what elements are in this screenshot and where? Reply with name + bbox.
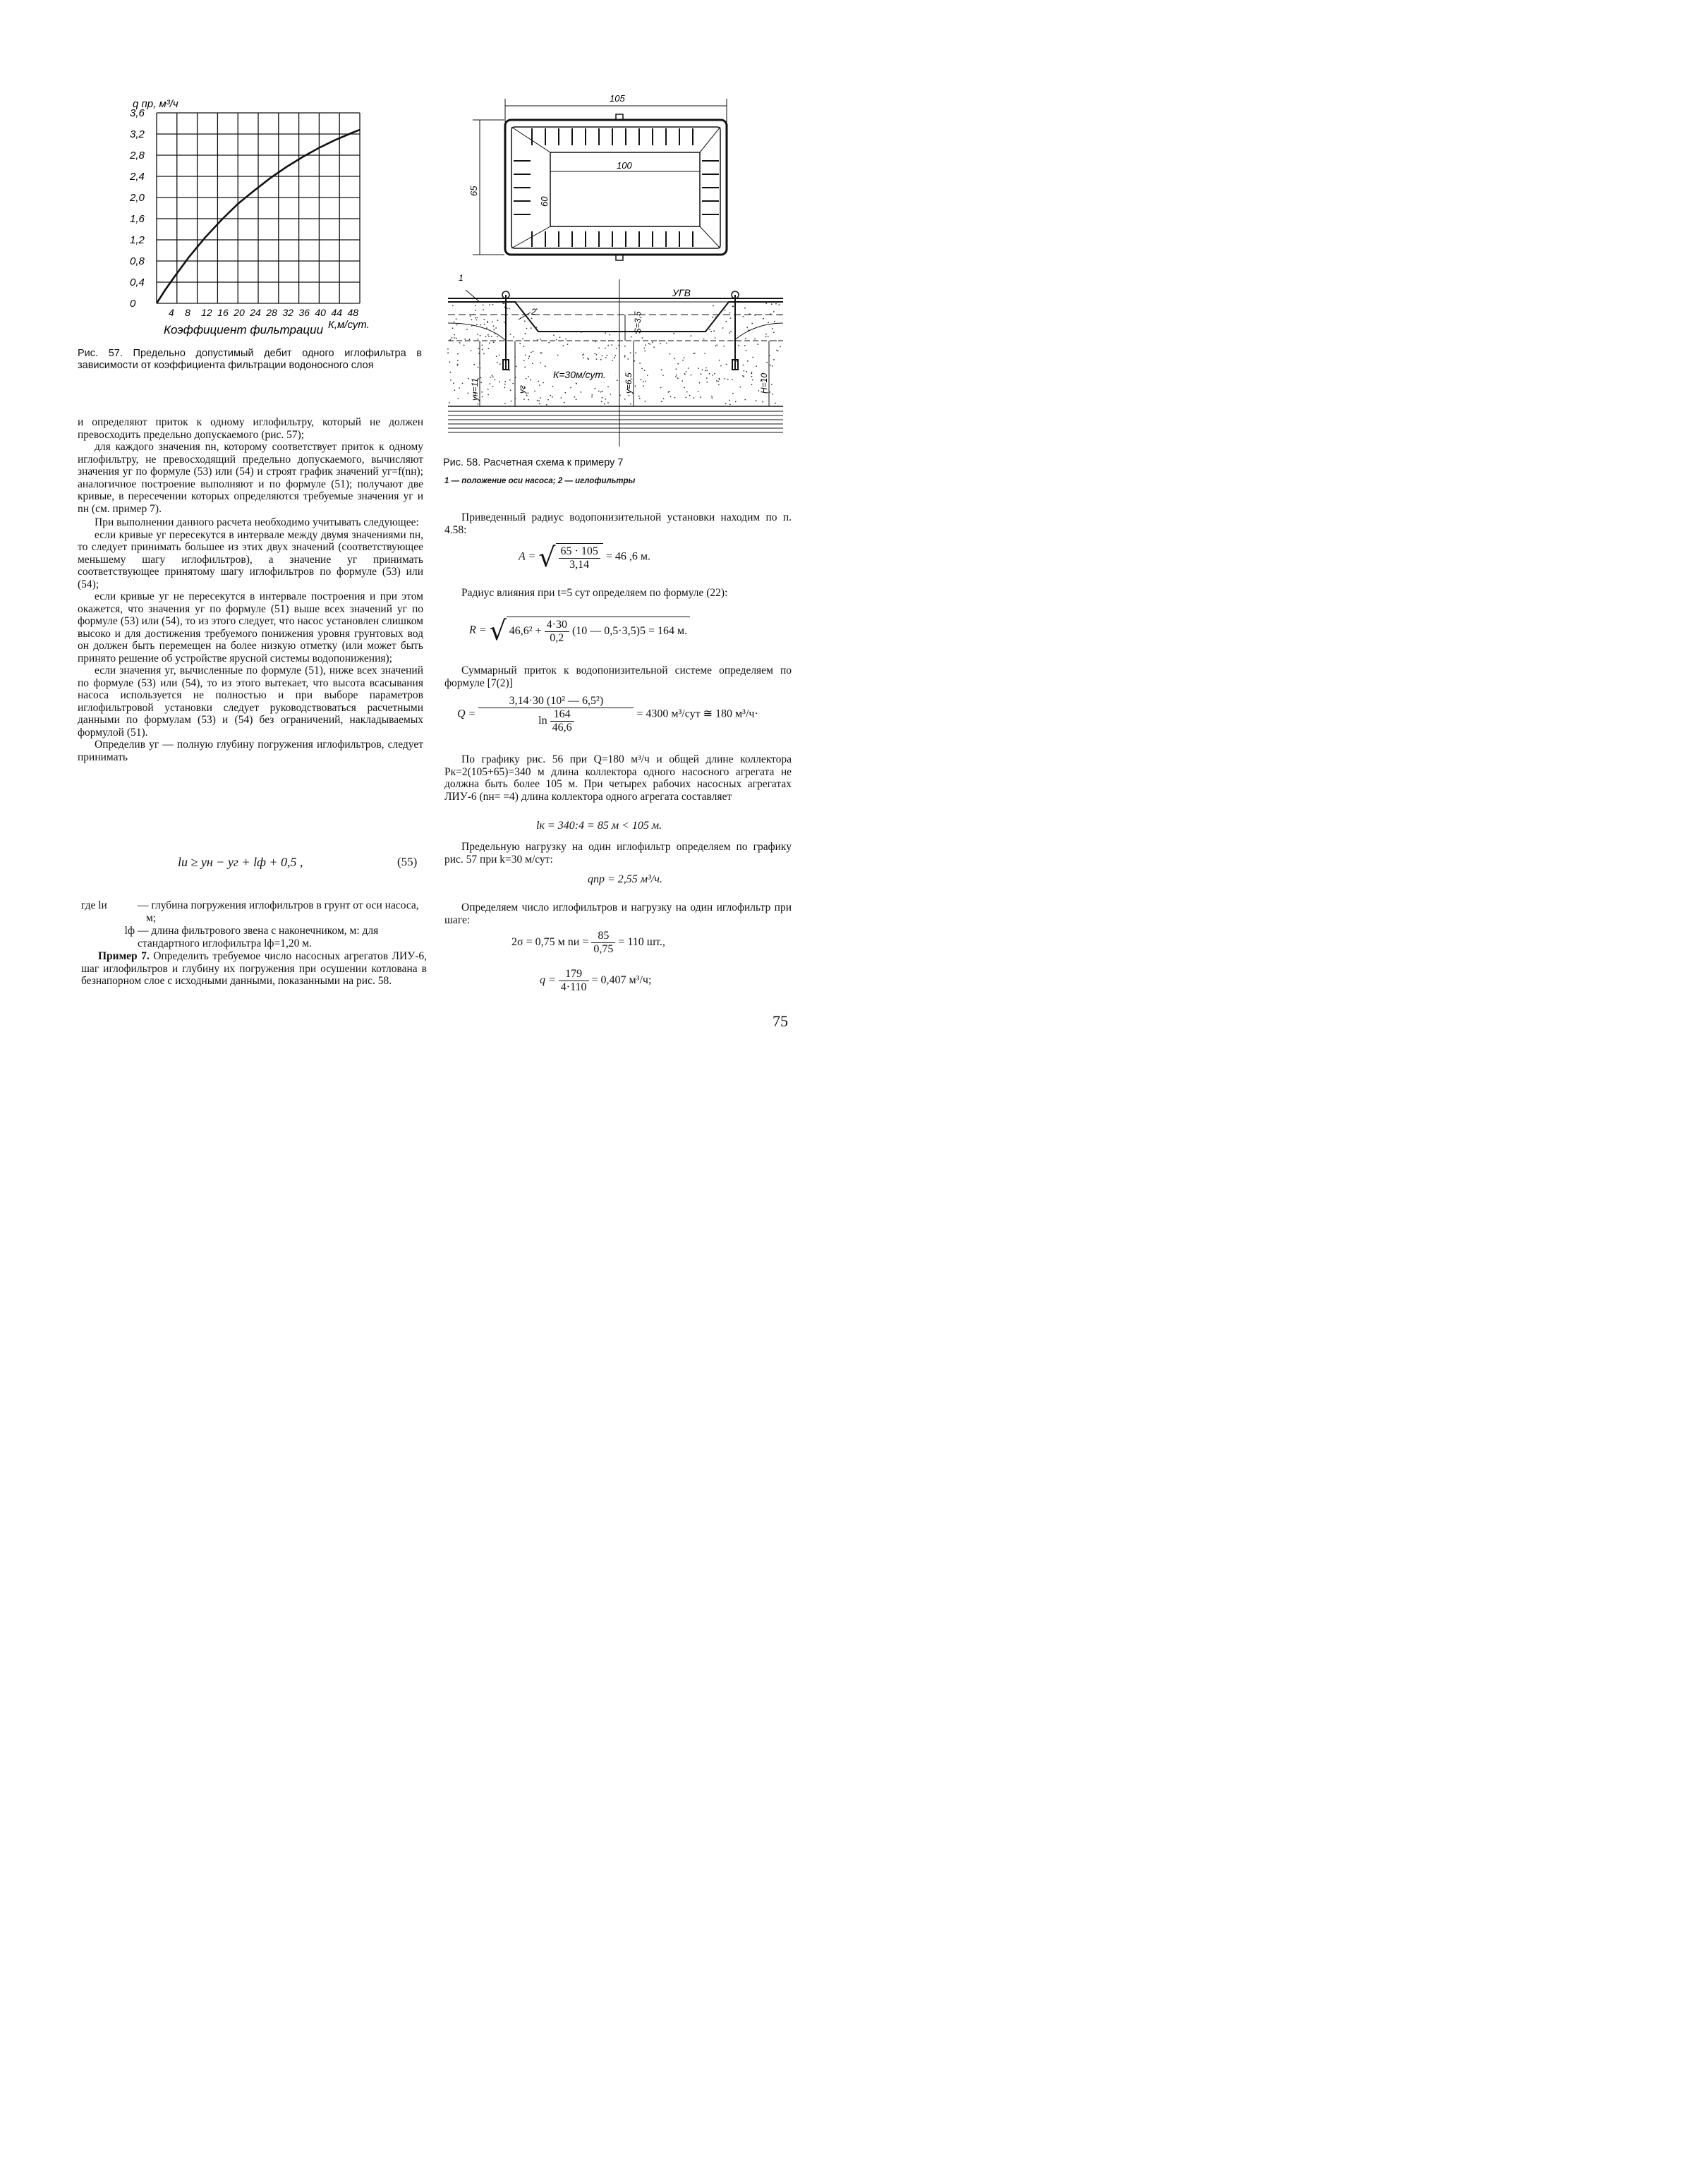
eq-a-den: 3,14	[569, 559, 590, 571]
eq-q-load-lhs: q =	[540, 974, 556, 987]
fig58-marker-2: 2	[531, 307, 536, 317]
eq-a-lhs: A =	[519, 550, 536, 563]
where1-text: — глубина погружения иглофильтров в грунт от оси насоса, м;	[138, 899, 419, 924]
y-tick-label: 1,2	[130, 234, 145, 246]
x-tick-label: 28	[266, 307, 277, 318]
right-r5: Предельную нагрузку на один иглофильтр определяем по графику рис. 57 при k=30 м/сут:	[444, 841, 792, 866]
left-p1: и определяют приток к одному иглофильтру, который не должен превосходить предельно допускаемого (рис. 57);	[78, 416, 423, 441]
fig57-chart	[127, 92, 388, 339]
x-tick-label: 48	[347, 307, 359, 318]
fig58-caption: Рис. 58. Расчетная схема к примеру 7	[443, 457, 624, 468]
fig57-xlabel: Коэффициент фильтрации	[164, 323, 324, 336]
example-label: Пример 7.	[98, 950, 150, 962]
left-p5: если кривые yг не пересекутся в интервале построения и при этом окажется, что значения yг по формуле (51) выше всех значений yг по формуле (53) или (54), то из этого следует, что насос установлен слишком высоко и для достижения требуемого понижения уровня грунтовых вод он должен быть перемещен на более низкую отметку (или может быть принято решение об устройстве ярусной системы водопонижения);	[78, 590, 423, 664]
eq-r-b: (10 — 0,5·3,5)5 = 164 м.	[571, 625, 688, 638]
left-p4: если кривые yг пересекутся в интервале между двумя значениями nн, то следует принимать большее из этих двух значений (соответствующее меньшему шагу иглофильтров), а значение yг принимать соответствующее принятому шагу иглофильтров по формуле (53) или (54);	[78, 528, 423, 590]
x-tick-label: 8	[185, 307, 190, 318]
eq-step-den: 0,75	[593, 943, 614, 955]
x-tick-label: 32	[282, 307, 293, 318]
right-r1: Приведенный радиус водопонизительной установки находим по п. 4.58:	[444, 511, 792, 536]
x-tick-label: 12	[201, 307, 212, 318]
sqrt-icon: √	[489, 615, 507, 646]
eq-q-load-res: = 0,407 м³/ч;	[591, 974, 652, 987]
fig57-yticks	[129, 107, 145, 310]
right-r2: Радиус влияния при t=5 сут определяем по формуле (22):	[461, 587, 728, 599]
y-tick-label: 2,8	[130, 150, 145, 162]
y-tick-label: 0,8	[130, 255, 145, 267]
eq-q-ln-den: 46,6	[552, 722, 572, 734]
fig57-grid	[157, 113, 360, 303]
fig58-dim-left: 65	[468, 186, 479, 196]
y-tick-label: 0	[130, 298, 136, 310]
left-p7: Определив yг — полную глубину погружения иглофильтров, следует принимать	[78, 739, 423, 763]
where-block	[81, 899, 427, 988]
fig58-s-label: S=3,5	[633, 311, 643, 334]
left-p2: для каждого значения nн, которому соответствует приток к одному иглофильтру, не превосходящий предельно допускаемого, вычисляют значения yг по формуле (53) или (54) и строят график значений yг=f(nн); аналогичное построение выполняют и по формуле (51); получают две кривые, в пересечении которых определяются требуемые значения yг и nн (см. пример 7).	[78, 441, 423, 515]
x-tick-label: 36	[298, 307, 310, 318]
eq-a-res: = 46 ,6 м.	[605, 550, 650, 563]
eq-q-num: 3,14·30 (10² — 6,5²)	[478, 695, 634, 708]
fig57-ylabel: q пр, м³/ч	[133, 98, 178, 110]
eq-r-lhs: R =	[469, 624, 487, 636]
where1-key: где lи	[81, 899, 107, 911]
fig58-scheme	[437, 90, 794, 450]
fig58-dim-inner-h: 60	[539, 196, 550, 207]
y-tick-label: 3,2	[130, 128, 145, 140]
page-number: 75	[773, 1012, 788, 1030]
left-p3: При выполнении данного расчета необходимо учитывать следующее:	[95, 516, 419, 528]
eq-r	[469, 615, 690, 646]
fig57-caption: Рис. 57. Предельно допустимый дебит одного иглофильтра в зависимости от коэффициента фильтрации водоносного слоя	[78, 348, 422, 371]
left-p6: если значения yг, вычисленные по формуле (51), ниже всех значений по формуле (53) или (54), то из этого вытекает, что высота всасывания насоса используется не полностью и при выборе параметров иглофильтровой установки следует руководствоваться расчетными данными по формулам (53) и (54) без ограничений, накладываемых формулой (51).	[78, 664, 423, 739]
right-r6: Определяем число иглофильтров и нагрузку на один иглофильтр при шаге:	[444, 902, 792, 926]
fig58-ugv: УГВ	[672, 287, 691, 298]
right-r3: Суммарный приток к водопонизительной системе определяем по формуле [7(2)]	[444, 664, 792, 689]
eq-step-b: = 110 шт.,	[618, 936, 665, 949]
example-text: Определить требуемое число насосных агрегатов ЛИУ-6, шаг иглофильтров и глубину их погружения при осушении котлована в безнапорном слое с исходными данными, показанными на рис. 58.	[81, 950, 427, 987]
fig58-yn-label: yн=11	[470, 377, 480, 401]
eq-r-den: 0,2	[550, 632, 564, 644]
eq-lk: lк = 340:4 = 85 м < 105 м.	[536, 820, 662, 832]
x-tick-label: 20	[234, 307, 245, 318]
fig57-xunit: К,м/сут.	[328, 319, 370, 331]
left-column	[78, 416, 423, 763]
sqrt-icon: √	[538, 542, 556, 573]
where2-key: lф	[124, 925, 135, 937]
eq-r-a: 46,6² +	[509, 625, 542, 638]
eq-q-load-num: 179	[559, 968, 589, 981]
fig58-dim-inner: 100	[617, 160, 632, 171]
fig58-h-label: H=10	[759, 372, 769, 394]
eq-step	[511, 930, 665, 956]
x-tick-label: 40	[315, 307, 326, 318]
right-r4: По графику рис. 56 при Q=180 м³/ч и общей длине коллектора Pк=2(105+65)=340 м длина коллектора одного насосного агрегата не должна быть более 105 м. При четырех рабочих насосных агрегатах ЛИУ-6 (nн= =4) длина коллектора одного агрегата составляет	[444, 753, 792, 803]
eq-q-res: = 4300 м³/сут ≅ 180 м³/ч·	[636, 708, 758, 720]
fig58-yr-label: yг	[517, 385, 527, 394]
y-tick-label: 2,0	[130, 192, 145, 204]
eq-step-num: 85	[591, 930, 615, 943]
y-tick-label: 3,6	[130, 107, 145, 119]
eq-q	[457, 695, 758, 734]
eq-q-lhs: Q =	[457, 708, 476, 720]
eq-a	[519, 542, 650, 573]
x-tick-label: 24	[250, 307, 261, 318]
fig58-y-label: y=6,5	[624, 372, 634, 394]
eq-step-a: 2σ = 0,75 м nи =	[511, 936, 589, 949]
fig58-dim-top: 105	[610, 93, 625, 104]
eq-q-load-den: 4·110	[560, 981, 587, 993]
eq-q-ln-num: 164	[550, 708, 574, 722]
y-tick-label: 2,4	[130, 171, 145, 183]
fig58-marker-1: 1	[459, 273, 464, 283]
eq-q-ln: ln	[538, 715, 547, 727]
x-tick-label: 44	[331, 307, 343, 318]
x-tick-label: 4	[169, 307, 174, 318]
eq55-number: (55)	[397, 855, 418, 868]
eq-q-load	[540, 968, 651, 994]
fig58-k-label: К=30м/сут.	[553, 369, 606, 380]
fig58-legend: 1 — положение оси насоса; 2 — иглофильтры	[444, 477, 636, 485]
fig57-xticks	[169, 307, 358, 318]
eq-r-num: 4·30	[545, 619, 569, 632]
y-tick-label: 0,4	[130, 277, 145, 289]
y-tick-label: 1,6	[130, 213, 145, 225]
x-tick-label: 16	[217, 307, 229, 318]
eq-a-num: 65 · 105	[559, 545, 600, 559]
eq55: lи ≥ yн − yг + lф + 0,5 ,	[178, 855, 303, 869]
eq-qpr: qпр = 2,55 м³/ч.	[588, 873, 662, 885]
where2-text: — длина фильтрового звена с наконечником, м: для стандартного иглофильтра lф=1,20 м.	[138, 925, 379, 949]
